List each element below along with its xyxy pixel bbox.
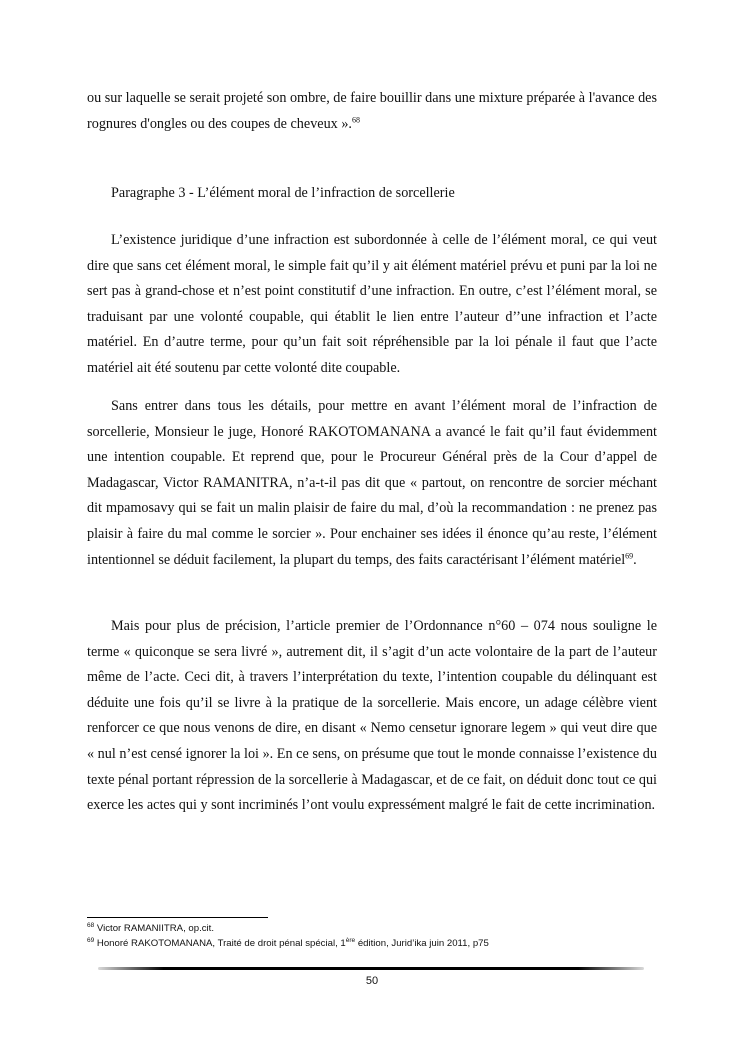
- paragraph-1-text: L’existence juridique d’une infraction est subordonnée à celle de l’élément moral, ce qui veut dire que sans cet élément moral, le simple fait qu’il y ait élément matériel prévu et puni par la loi ne sert pas à grand-chose et n’est point constitutif d’une infraction. En outre, c’est l’élément moral, se traduisant par une volonté coupable, qui établit le lien entre l’auteur d’’une infraction et l’acte matériel. En d’autre terme, pour qu’un fait soit répréhensible par la loi pénale il faut que l’acte matériel ait été soutenu par cette volonté dite coupable.: [87, 232, 657, 376]
- footnote-separator: [87, 917, 268, 918]
- footnote-ref-69[interactable]: 69: [625, 550, 634, 560]
- page-number: 50: [365, 975, 379, 987]
- footnotes: [87, 922, 687, 951]
- footnote-68-number: 68: [87, 921, 95, 929]
- footer-rule: [98, 967, 644, 970]
- footnote-ref-68[interactable]: 68: [351, 114, 360, 124]
- section-heading: Paragraphe 3 - L’élément moral de l’infraction de sorcellerie: [111, 185, 455, 201]
- footnote-69-text-b: édition, Jurid’ika juin 2011, p75: [355, 937, 489, 949]
- footnote-69-number: 69: [87, 936, 95, 944]
- body-paragraph-1: [87, 228, 657, 382]
- paragraph-2-text: Sans entrer dans tous les détails, pour mettre en avant l’élément moral de l’infraction de sorcellerie, Monsieur le juge, Honoré RAKOTOMANANA a avancé le fait qu’il faut évidemment une intention coupable. Et reprend que, pour le Procureur Général près de la Cour d’appel de Madagascar, Victor RAMANITRA, n’a-t-il pas dit que « partout, on rencontre de sorcier méchant dit mpamosavy qui se fait un malin plaisir de faire du mal, d’où la recommandation : ne prenez pas plaisir à faire du mal comme le sorcier ». Pour enchainer ses idées il énonce qu’au reste, l’élément intentionnel se déduit facilement, la plupart du temps, des faits caractérisant l’élément matériel: [87, 398, 657, 568]
- paragraph-3-text: Mais pour plus de précision, l’article premier de l’Ordonnance n°60 – 074 nous souligne le terme « quiconque se sera livré », autrement dit, il s’agit d’un acte volontaire de la part de l’auteur même de l’acte. Ceci dit, à travers l’interprétation du texte, l’intention coupable du délinquant est déduite une fois qu’il se livre à la pratique de la sorcellerie. Mais encore, un adage célèbre vient renforcer ce que nous venons de dire, en disant « Nemo censetur ignorare legem » qui veut dire que « nul n’est censé ignorer la loi ». En ce sens, on présume que tout le monde connaisse l’existence du texte pénal portant répression de la sorcellerie à Madagascar, et de ce fait, on déduit donc tout ce qui exerce les actes qui y sont incriminés l’ont voulu expressément malgré le fait de cette incrimination.: [87, 618, 657, 814]
- body-paragraph-2: [87, 394, 657, 573]
- footnote-69-text-a: Honoré RAKOTOMANANA, Traité de droit pénal spécial, 1: [94, 937, 346, 949]
- paragraph-2-end: .: [633, 551, 637, 568]
- footnote-69-superscript: ère: [345, 936, 356, 944]
- footnote-68-text: Victor RAMANIITRA, op.cit.: [94, 923, 215, 934]
- carryover-text: ou sur laquelle se serait projeté son ombre, de faire bouillir dans une mixture préparée à l'avance des rognures d'ongles ou des coupes de cheveux ».: [87, 90, 657, 132]
- footnote-69: [87, 937, 687, 952]
- footnote-68: [87, 922, 687, 937]
- carryover-paragraph: [87, 86, 657, 137]
- body-paragraph-3: [87, 614, 657, 819]
